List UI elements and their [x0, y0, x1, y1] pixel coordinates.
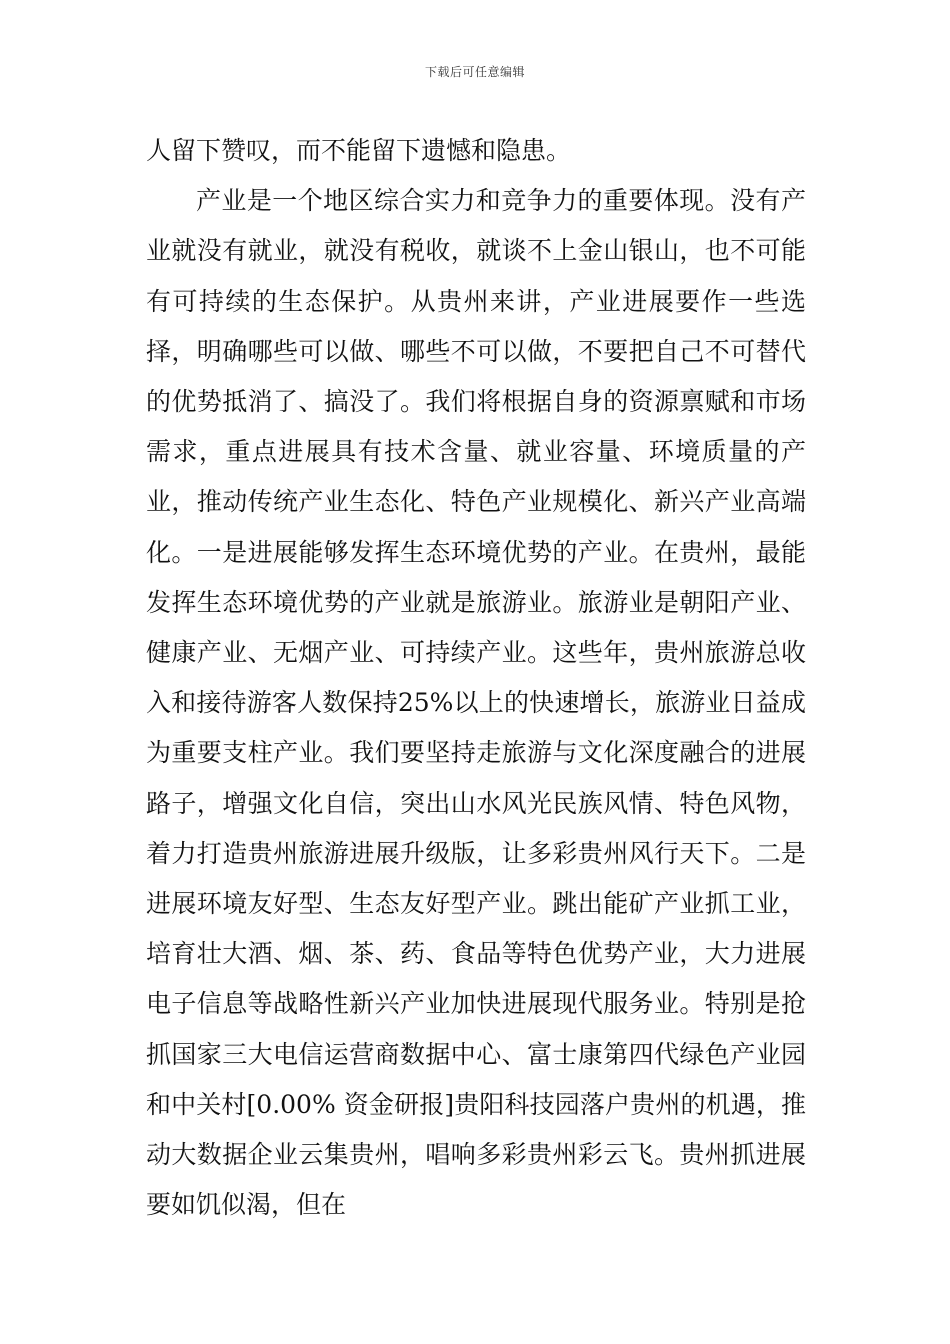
document-body	[146, 126, 806, 1230]
paragraph-continued: 人留下赞叹，而不能留下遗憾和隐患。	[146, 136, 572, 165]
paragraph-industry: 产业是一个地区综合实力和竞争力的重要体现。没有产业就没有就业，就没有税收，就谈不上金山银山，也不可能有可持续的生态保护。从贵州来讲，产业进展要作一些选择，明确哪些可以做、哪些不可以做，不要把自己不可替代的优势抵消了、搞没了。我们将根据自身的资源禀赋和市场需求，重点进展具有技术含量、就业容量、环境质量的产业，推动传统产业生态化、特色产业规模化、新兴产业高端化。一是进展能够发挥生态环境优势的产业。在贵州，最能发挥生态环境优势的产业就是旅游业。旅游业是朝阳产业、健康产业、无烟产业、可持续产业。这些年，贵州旅游总收入和接待游客人数保持25%以上的快速增长，旅游业日益成为重要支柱产业。我们要坚持走旅游与文化深度融合的进展路子，增强文化自信，突出山水风光民族风情、特色风物，着力打造贵州旅游进展升级版，让多彩贵州风行天下。二是进展环境友好型、生态友好型产业。跳出能矿产业抓工业，培育壮大酒、烟、茶、药、食品等特色优势产业，大力进展电子信息等战略性新兴产业加快进展现代服务业。特别是抢抓国家三大电信运营商数据中心、富士康第四代绿色产业园和中关村[0.00% 资金研报]贵阳科技园落户贵州的机遇，推动大数据企业云集贵州，唱响多彩贵州彩云飞。贵州抓进展要如饥似渴，但在	[146, 186, 806, 1220]
page-header: 下载后可任意编辑	[424, 65, 525, 79]
